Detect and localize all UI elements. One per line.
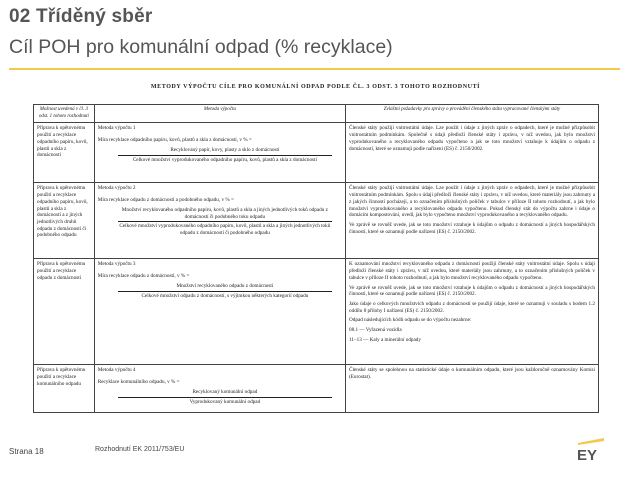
- requirement-text: Členské státy použijí vnitrostátní údaje. Lze použít i údaje z jiných zpráv o odpadech, které je možné přizpůsobit vnitrostátním podmínkám. Spolu s údaji předloží členské státy i zprávu, v níž uvedou, které materiály jsou zahrnuty a z jakých činností pocházejí, a to označením příslušných políček v tabulce v příloze II tohoto rozhodnutí, a jak bylo množství vyprodukovaného a recyklovaného odpadu vypočteno. Pokud členský stát do výpočtu zahrne i údaje o domácím kompostování, uvedl, jak bylo vypočteno množství vyprodukovaného a recyklovaného odpadu.: [349, 185, 595, 219]
- formula: [118, 207, 332, 237]
- formula-numerator: Recyklovaný papír, kovy, plasty a sklo z domácností: [118, 147, 332, 156]
- method-intro: Míra recyklace odpadního papíru, kovů, plastů a skla z domácností, v % =: [97, 137, 252, 144]
- slide-title: 02 Tříděný sběr: [9, 6, 153, 27]
- logo-text: EY: [577, 447, 598, 462]
- accent-rule: [9, 68, 620, 70]
- method-cell: [94, 183, 345, 259]
- method-intro: Míra recyklace odpadu z domácností a podobného odpadu, v % =: [97, 197, 234, 204]
- method-cell: [94, 123, 345, 183]
- requirements-cell: [346, 259, 599, 365]
- requirement-text: K oznamování množství recyklovaného odpadu z domácností použijí členské státy vnitrostátní údaje. Spolu s údaji předloží členské státy i zprávu, v níž uvedou, které materiály jsou zahrnuty, a to označením příslušných políček v tabulce v příloze II tohoto rozhodnutí, a jak bylo množství recyklovaného odpadu vypočteno.: [349, 261, 595, 281]
- document-title: METODY VÝPOČTU CÍLE PRO KOMUNÁLNÍ ODPAD PODLE ČL. 3 ODST. 3 TOHOTO ROZHODNUTÍ: [150, 84, 481, 90]
- requirement-text: 11–13 — Kaly a minerální odpady: [349, 336, 421, 343]
- ey-logo: [576, 436, 606, 462]
- method-intro: Míra recyklace odpadu z domácností, v % =: [97, 273, 190, 280]
- method-cell: [94, 259, 345, 365]
- footer-reference: Rozhodnutí EK 2011/753/EU: [95, 446, 185, 453]
- header-method: Metoda výpočtu: [94, 105, 345, 123]
- table-row: [34, 123, 599, 183]
- methods-table: [33, 104, 599, 413]
- slide-subtitle: Cíl POH pro komunální odpad (% recyklace): [9, 36, 393, 58]
- page-number: Strana 18: [9, 447, 44, 456]
- method-title: Metoda výpočtu 2: [97, 185, 136, 192]
- requirement-text: Členské státy se spolehnou na statistické údaje o komunálním odpadu, které jsou každoročně oznamovány Komisi (Eurostat).: [349, 367, 595, 381]
- requirements-cell: [346, 123, 599, 183]
- option-cell: Příprava k opětovnému použití a recyklace odpadu z domácností: [34, 259, 95, 365]
- requirement-text: Odpad následujících kódů odpadu se do výpočtu nezahrne:: [349, 317, 472, 324]
- option-cell: Příprava k opětovnému použití a recyklace odpadního papíru, kovů, plastů a skla z domácností a z jiných jednotlivých druhů odpadu z domácností či podobného odpadu: [34, 183, 95, 259]
- option-cell: Příprava k opětovnému použití a recyklace odpadního papíru, kovů, plastů a skla z domácností: [34, 123, 95, 183]
- formula-denominator: Celkové množství vyprodukovaného odpadního papíru, kovů, plastů a skla z domácností: [132, 156, 317, 163]
- requirement-text: Ve zprávě se rovněž uvede, jak se toto množství vztahuje k údajům o odpadu z domácností a jiných hospodářských činností, které se oznamují podle nařízení (ES) č. 2150/2002.: [349, 221, 595, 235]
- formula-numerator: Recyklovaný komunální odpad: [118, 389, 332, 398]
- table-row: [34, 365, 599, 413]
- formula: [118, 147, 332, 163]
- requirement-text: 08.1 — Vyřazená vozidla: [349, 327, 402, 334]
- formula-numerator: Množství recyklovaného odpadu z domácností: [118, 283, 332, 292]
- method-cell: [94, 365, 345, 413]
- method-title: Metoda výpočtu 4: [97, 367, 136, 374]
- table-row: [34, 183, 599, 259]
- method-title: Metoda výpočtu 1: [97, 125, 136, 132]
- requirements-cell: [346, 183, 599, 259]
- table-row: [34, 259, 599, 365]
- formula-numerator: Množství recyklovaného odpadního papíru, kovů, plastů a skla a jiných jednotlivých toků odpadu z domácností či podobného toku odpadu: [118, 207, 332, 222]
- formula: [118, 283, 332, 299]
- requirement-text: Ve zprávě se rovněž uvede, jak se toto množství vztahuje k údajům o odpadu z domácností a jiných hospodářských činností, které se oznamují podle nařízení (ES) č. 2150/2002.: [349, 284, 595, 298]
- requirement-text: Jako údaje o celkových množstvích odpadu z domácností se použijí údaje, které se oznamují v souladu s bodem 1.2 oddílu 8 přílohy I nařízení (ES) č. 2150/2002.: [349, 300, 595, 314]
- requirements-cell: [346, 365, 599, 413]
- option-cell: Příprava k opětovnému použití a recyklace komunálního odpadu: [34, 365, 95, 413]
- formula-denominator: Celkové množství odpadu z domácností, s výjimkou některých kategorií odpadu: [141, 292, 309, 299]
- method-title: Metoda výpočtu 3: [97, 261, 136, 268]
- header-requirements: Zvláštní požadavky pro zprávy o provádění členského státu vypracované členskými státy: [346, 105, 599, 123]
- method-intro: Recyklace komunálního odpadu, v % =: [97, 379, 180, 386]
- formula: [118, 389, 332, 405]
- requirement-text: Členské státy použijí vnitrostátní údaje. Lze použít i údaje z jiných zpráv o odpadech, které je možné přizpůsobit vnitrostátním podmínkám. Společně s údaji předloží členské státy i zprávu, v níž uvedou, jak bylo množství vyprodukovaného a recyklovaného odpadu vypočteno a jak se toto množství vztahuje k údajům o odpadu z domácností, které se oznamují podle nařízení (ES) č. 2150/2002.: [349, 125, 595, 152]
- header-option: Možnost uvedená v čl. 3 odst. 1 tohoto rozhodnutí: [34, 105, 95, 123]
- formula-denominator: Celkové množství vyprodukovaného odpadního papíru, kovů, plastů a skla a jiných jednotlivých toků odpadu z domácností či podobného odpadu: [119, 223, 331, 236]
- formula-denominator: Vyprodukovaný komunální odpad: [189, 398, 261, 405]
- table-header-row: [34, 105, 599, 123]
